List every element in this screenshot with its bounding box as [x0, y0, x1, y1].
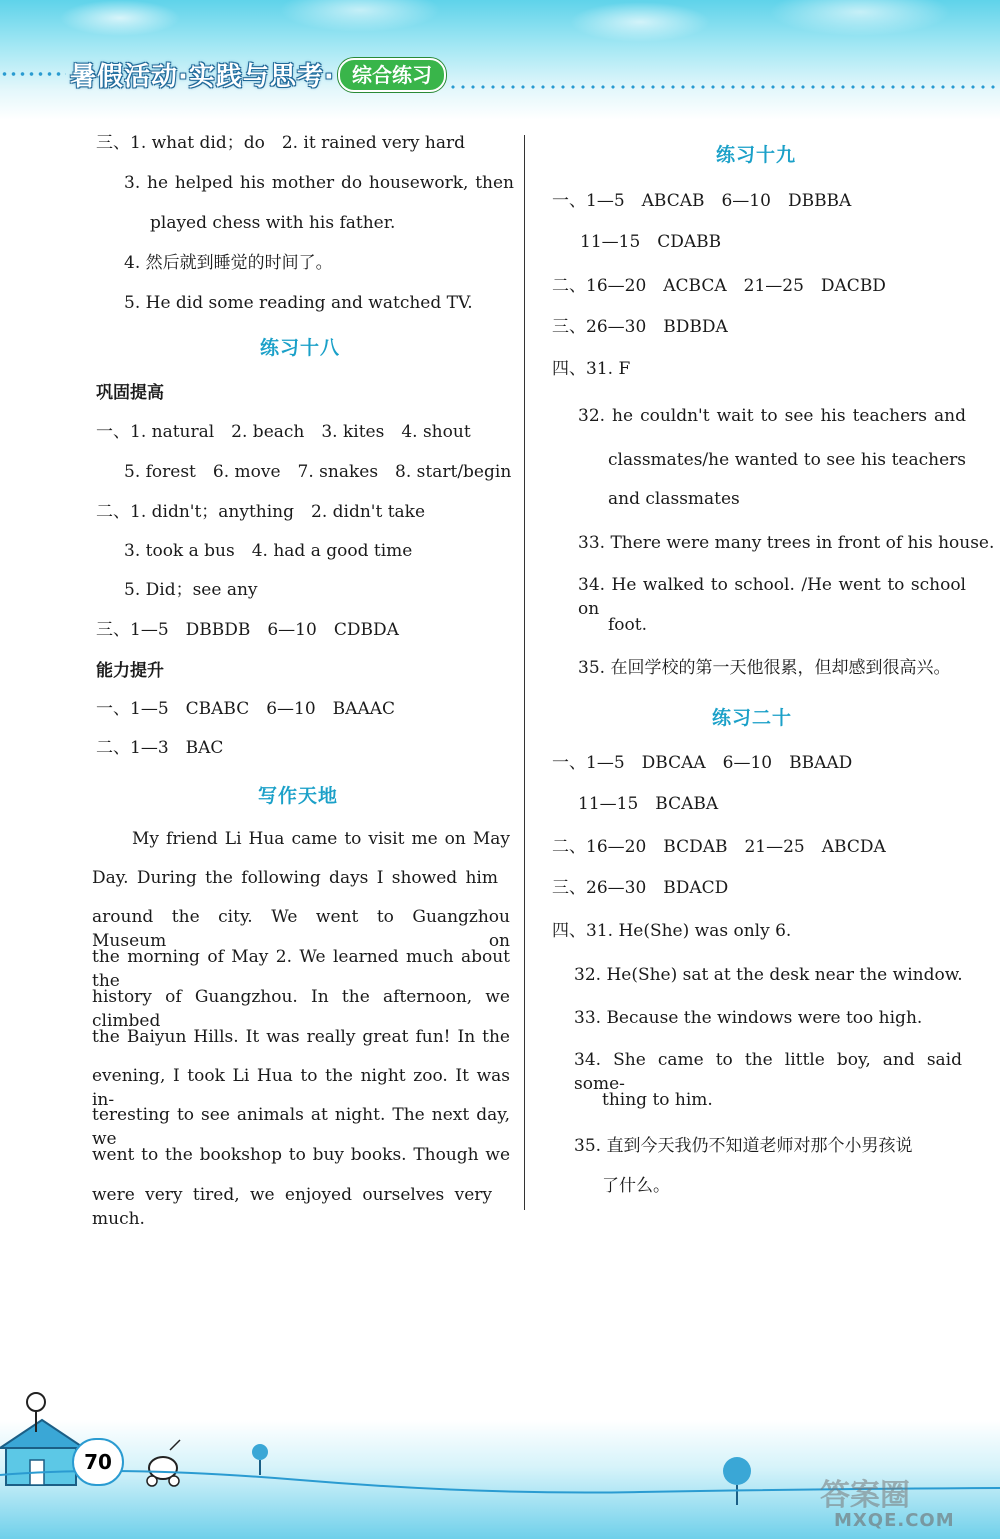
header-clouds — [0, 0, 1000, 60]
answer-line: 3. took a bus 4. had a good time — [124, 541, 413, 561]
essay-line: went to the bookshop to buy books. Though we — [92, 1145, 510, 1165]
house-icon — [0, 1420, 84, 1485]
answer-line: 四、31. He(She) was only 6. — [552, 921, 792, 941]
site-watermark: 答案圈 — [820, 1478, 910, 1513]
essay-line: history of Guangzhou. In the afternoon, we climbed — [92, 987, 510, 1031]
answer-line: 33. There were many trees in front of his house. — [578, 533, 995, 553]
answer-line: 32. he couldn't wait to see his teachers and — [578, 406, 966, 426]
answer-line: 33. Because the windows were too high. — [574, 1008, 923, 1028]
answer-line: 了什么。 — [602, 1176, 670, 1196]
answer-line: 11—15 CDABB — [580, 232, 722, 252]
answer-line: 一、1—5 DBCAA 6—10 BBAAD — [552, 753, 853, 773]
answer-line: 5. Did；see any — [124, 580, 258, 600]
answer-line: thing to him. — [602, 1090, 713, 1110]
section-heading-ex19: 练习十九 — [716, 144, 797, 166]
answer-line: 三、1. what did；do 2. it rained very hard — [96, 133, 465, 153]
header-banner — [0, 0, 1000, 120]
answer-line: 二、16—20 ACBCA 21—25 DACBD — [552, 276, 886, 296]
column-divider — [524, 135, 525, 1210]
answer-line: 34. He walked to school. /He went to school on — [578, 575, 966, 619]
answer-line: 四、31. F — [552, 359, 631, 379]
answer-line: 一、1—5 CBABC 6—10 BAAAC — [96, 699, 396, 719]
answer-line: 三、26—30 BDBDA — [552, 317, 728, 337]
answer-line: classmates/he wanted to see his teachers — [608, 450, 966, 470]
answer-line: 35. 在回学校的第一天他很累，但却感到很高兴。 — [578, 658, 951, 678]
rocket-icon — [147, 1440, 180, 1486]
answer-line: 三、26—30 BDACD — [552, 878, 729, 898]
header-dots-left — [0, 72, 66, 76]
answer-line: 三、1—5 DBBDB 6—10 CDBDA — [96, 620, 399, 640]
essay-line: My friend Li Hua came to visit me on May — [132, 829, 510, 849]
answer-line: foot. — [608, 615, 647, 635]
subheading-consolidate: 巩固提高 — [96, 383, 164, 403]
tree-icon — [723, 1457, 751, 1505]
subheading-improve: 能力提升 — [96, 661, 164, 681]
answer-line: 二、1. didn't；anything 2. didn't take — [96, 502, 426, 522]
section-heading-ex20: 练习二十 — [712, 707, 793, 729]
site-watermark-url: MXQE.COM — [834, 1510, 955, 1531]
answer-line: 11—15 BCABA — [578, 794, 719, 814]
answer-line: played chess with his father. — [150, 213, 396, 233]
header-dots-right — [448, 85, 1000, 89]
answer-line: 3. he helped his mother do housework, then — [124, 173, 514, 193]
essay-line: teresting to see animals at night. The next day, we — [92, 1105, 510, 1149]
essay-line: the Baiyun Hills. It was really great fun! In the — [92, 1027, 510, 1047]
section-heading-writing: 写作天地 — [258, 785, 339, 807]
answer-line: 5. forest 6. move 7. snakes 8. start/begin — [124, 462, 512, 482]
answer-line: and classmates — [608, 489, 740, 509]
answer-line: 一、1—5 ABCAB 6—10 DBBBA — [552, 191, 852, 211]
answer-line: 4. 然后就到睡觉的时间了。 — [124, 253, 333, 273]
essay-line: around the city. We went to Guangzhou Museum on — [92, 907, 510, 951]
essay-line: were very tired, we enjoyed ourselves very much. — [92, 1185, 492, 1229]
answer-line: 34. She came to the little boy, and said some- — [574, 1050, 962, 1094]
essay-line: evening, I took Li Hua to the night zoo. It was in- — [92, 1066, 510, 1110]
answer-line: 5. He did some reading and watched TV. — [124, 293, 473, 313]
answer-line: 32. He(She) sat at the desk near the window. — [574, 965, 963, 985]
essay-line: Day. During the following days I showed him — [92, 868, 498, 888]
book-badge: 综合练习 — [338, 58, 446, 92]
book-title: 暑假活动·实践与思考· — [70, 62, 335, 92]
answer-line: 二、1—3 BAC — [96, 738, 224, 758]
tree-icon — [252, 1444, 268, 1475]
page-number: 70 — [72, 1438, 124, 1486]
answer-line: 35. 直到今天我仍不知道老师对那个小男孩说 — [574, 1136, 913, 1156]
answer-line: 一、1. natural 2. beach 3. kites 4. shout — [96, 422, 471, 442]
answer-line: 二、16—20 BCDAB 21—25 ABCDA — [552, 837, 886, 857]
essay-line: the morning of May 2. We learned much about the — [92, 947, 510, 991]
section-heading-ex18: 练习十八 — [260, 337, 341, 359]
